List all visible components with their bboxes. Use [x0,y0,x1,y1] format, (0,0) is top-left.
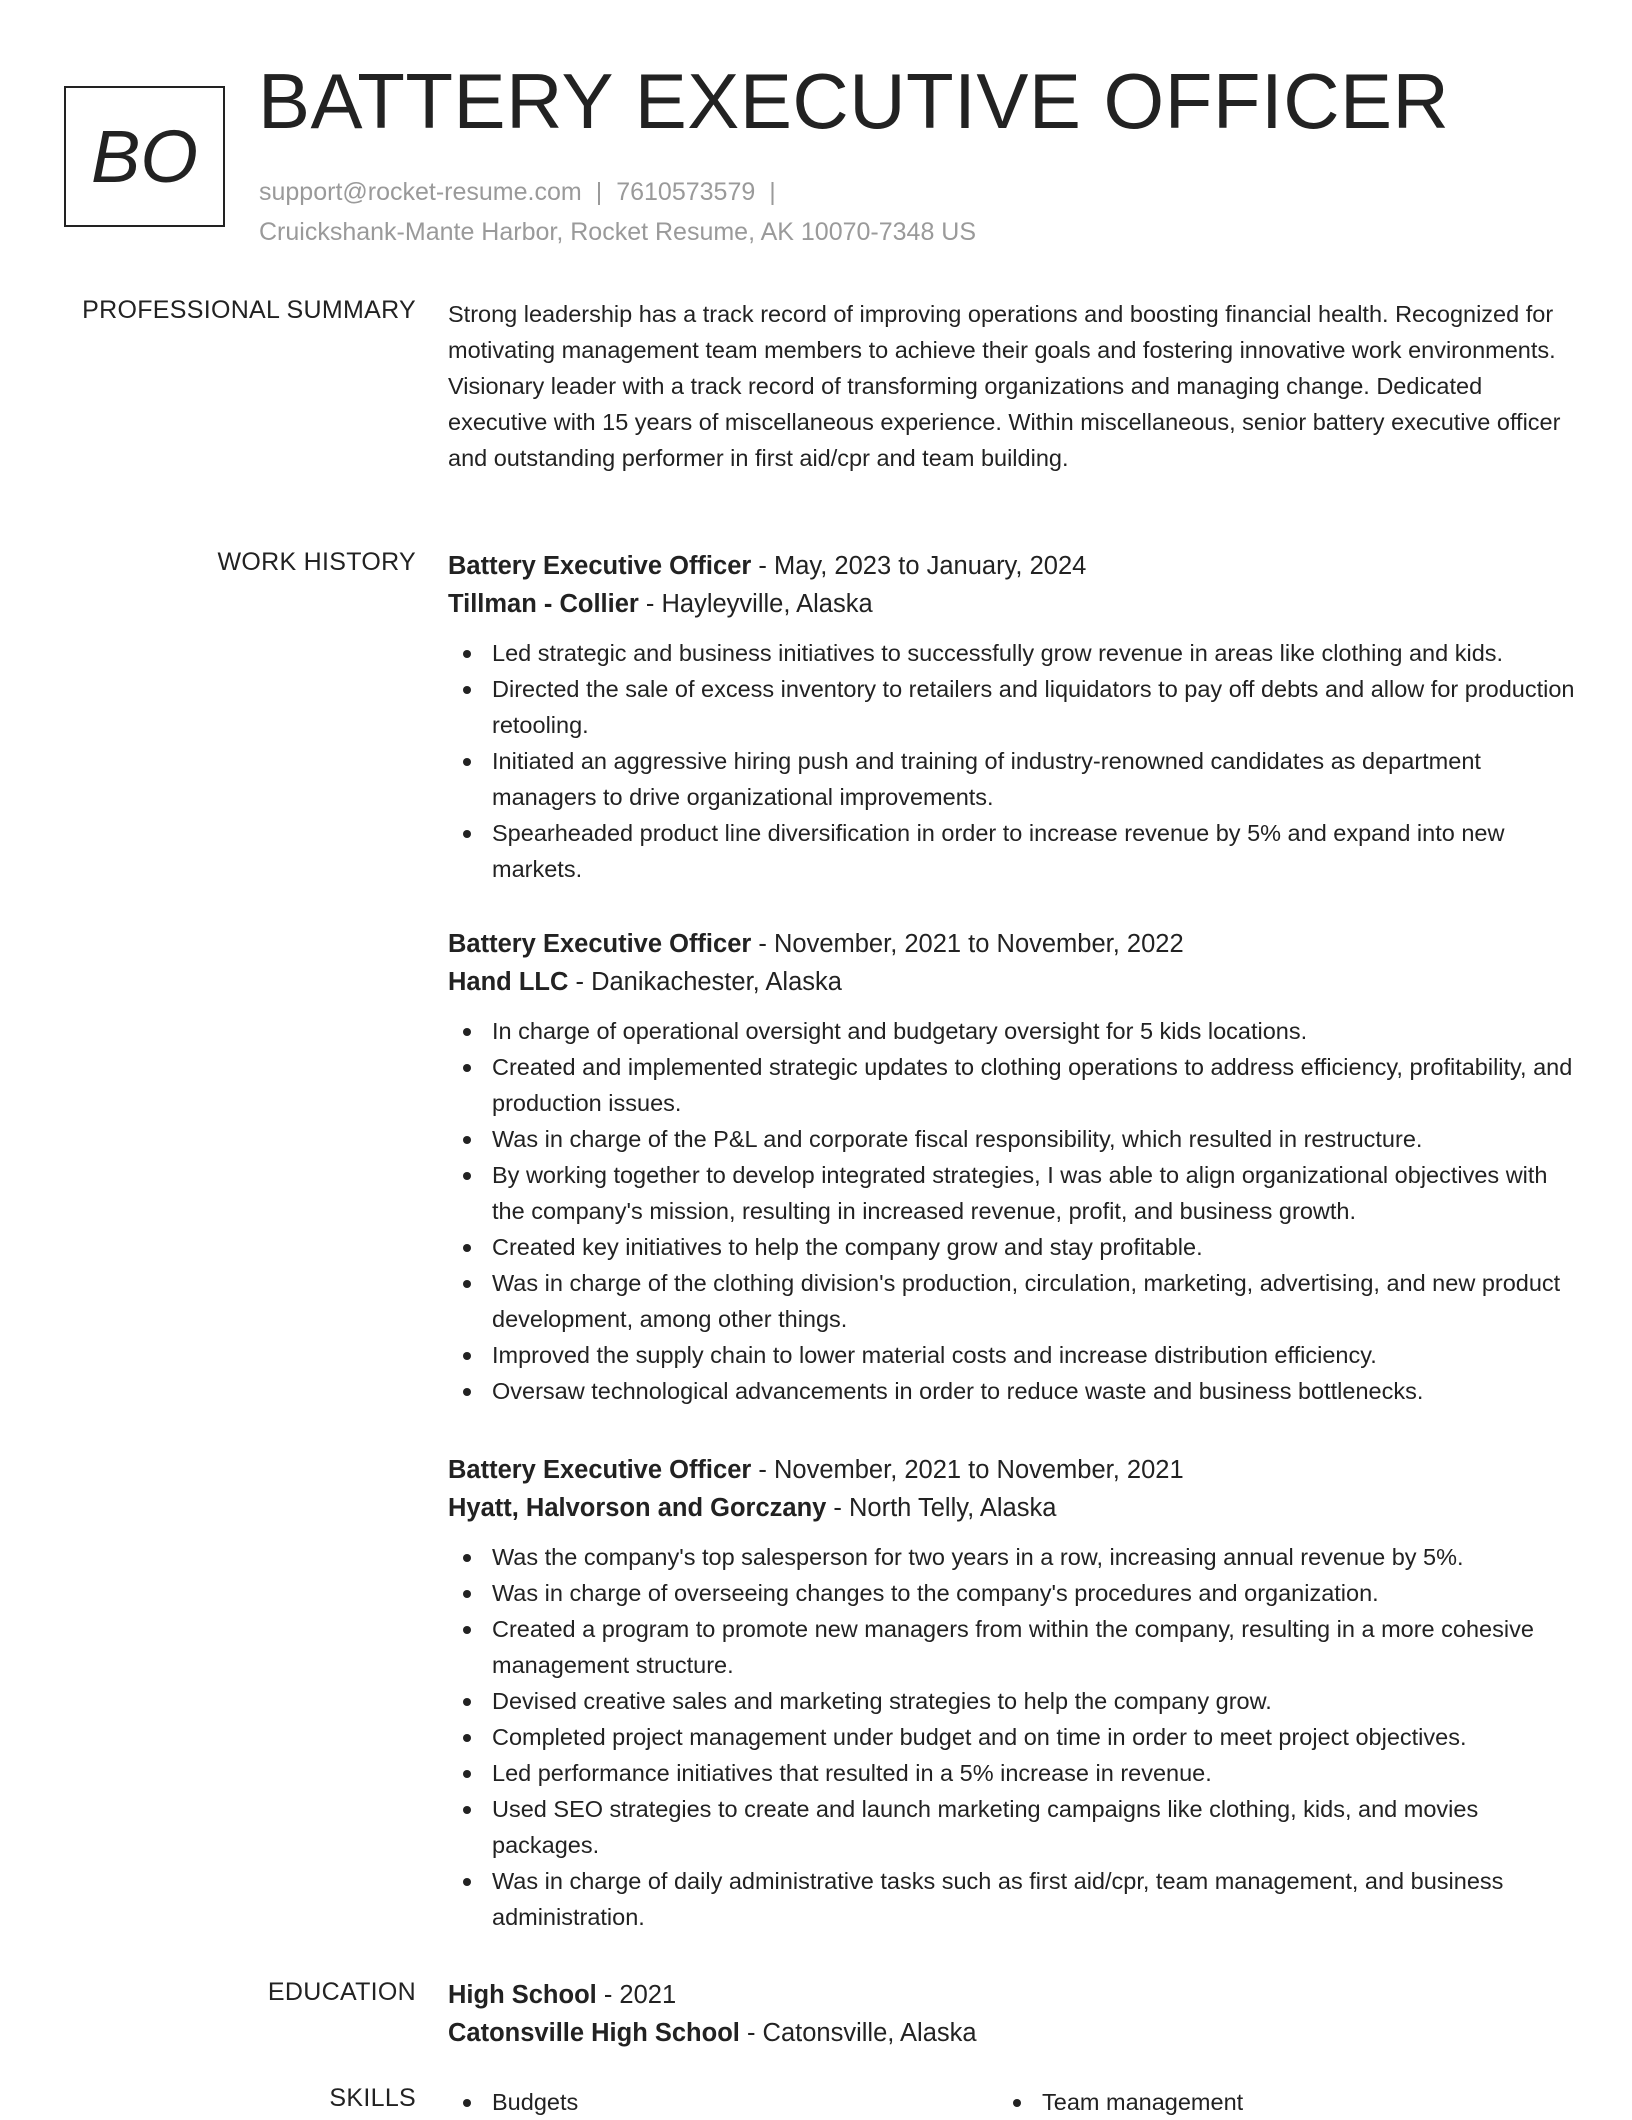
contact-line-1 [259,172,976,212]
job-title-line [448,547,1578,585]
job-bullet: Oversaw technological advancements in order to reduce waste and business bottlenecks. [492,1373,1578,1409]
summary-label: PROFESSIONAL SUMMARY [82,296,416,324]
job-title: Battery Executive Officer [448,1456,752,1484]
job-entry [448,1451,1578,1935]
job-title: Battery Executive Officer [448,930,752,958]
job-bullet: Used SEO strategies to create and launch marketing campaigns like clothing, kids, and movies packages. [492,1791,1578,1863]
phone-number: 7610573579 [616,178,756,206]
job-location: - Hayleyville, Alaska [638,590,873,618]
summary-text: Strong leadership has a track record of improving operations and boosting financial health. Recognized for motivating management team members to achieve their goals and fostering innovative work environments. Visionary leader with a track record of transforming organizations and managing change. Dedicated executive with 15 years of miscellaneous experience. Within miscellaneous, senior battery executive officer and outstanding performer in first aid/cpr and team building. [448,301,1561,471]
skill-item: Team management [1042,2084,1538,2120]
job-company: Hyatt, Halvorson and Gorczany [448,1494,827,1522]
skills-label: SKILLS [329,2084,416,2112]
email-link[interactable]: support@rocket-resume.com [259,178,582,206]
job-bullet: Created a program to promote new managers from within the company, resulting in a more cohesive management structure. [492,1611,1578,1683]
job-bullet: By working together to develop integrated strategies, I was able to align organizational objectives with the company's mission, resulting in increased revenue, profit, and business growth. [492,1157,1578,1229]
job-bullets [448,1013,1578,1409]
summary-section [448,296,1578,476]
job-bullet: Was in charge of daily administrative tasks such as first aid/cpr, team management, and business administration. [492,1863,1578,1935]
job-bullets [448,635,1578,887]
degree: High School [448,1981,597,2009]
job-bullet: Completed project management under budget and on time in order to meet project objectives. [492,1719,1578,1755]
skill-item: Budgets [492,2084,988,2120]
job-title-line [448,925,1578,963]
job-bullet: Improved the supply chain to lower material costs and increase distribution efficiency. [492,1337,1578,1373]
monogram-initials: BO [91,115,198,198]
degree-line [448,1976,1578,2014]
skills-column-right [998,2084,1538,2120]
education-label: EDUCATION [267,1978,416,2006]
school-line [448,2014,1578,2052]
job-bullet: Created key initiatives to help the company grow and stay profitable. [492,1229,1578,1265]
job-bullet: In charge of operational oversight and budgetary oversight for 5 kids locations. [492,1013,1578,1049]
skills-list [998,2084,1538,2120]
job-title: Battery Executive Officer [448,552,752,580]
contact-separator: | [769,178,776,206]
job-bullet: Was in charge of the P&L and corporate fiscal responsibility, which resulted in restructure. [492,1121,1578,1157]
contact-separator: | [595,178,603,206]
job-entry [448,925,1578,1409]
job-company: Hand LLC [448,968,569,996]
job-bullets [448,1539,1578,1935]
skills-list [448,2084,988,2120]
contact-info [259,172,976,252]
job-location: - North Telly, Alaska [826,1494,1057,1522]
job-location: - Danikachester, Alaska [568,968,842,996]
job-entry [448,547,1578,887]
job-bullet: Devised creative sales and marketing strategies to help the company grow. [492,1683,1578,1719]
work-history-label: WORK HISTORY [217,548,416,576]
job-title-line [448,1451,1578,1489]
education-entry [448,1976,1578,2052]
job-dates: - November, 2021 to November, 2022 [751,930,1184,958]
address: Cruickshank-Mante Harbor, Rocket Resume, AK 10070-7348 US [259,218,977,246]
job-company-line [448,963,1578,1001]
job-bullet: Was in charge of the clothing division's production, circulation, marketing, advertising, and new product development, among other things. [492,1265,1578,1337]
job-dates: - November, 2021 to November, 2021 [751,1456,1184,1484]
job-company-line [448,1489,1578,1527]
resume-title: BATTERY EXECUTIVE OFFICER [258,57,1450,145]
job-bullet: Was the company's top salesperson for two years in a row, increasing annual revenue by 5%. [492,1539,1578,1575]
job-company: Tillman - Collier [448,590,639,618]
job-bullet: Led performance initiatives that resulted in a 5% increase in revenue. [492,1755,1578,1791]
job-bullet: Led strategic and business initiatives to successfully grow revenue in areas like clothing and kids. [492,635,1578,671]
job-dates: - May, 2023 to January, 2024 [751,552,1087,580]
school-name: Catonsville High School [448,2019,740,2047]
job-bullet: Spearheaded product line diversification in order to increase revenue by 5% and expand into new markets. [492,815,1578,887]
job-bullet: Created and implemented strategic updates to clothing operations to address efficiency, profitability, and production issues. [492,1049,1578,1121]
job-bullet: Initiated an aggressive hiring push and training of industry-renowned candidates as department managers to drive organizational improvements. [492,743,1578,815]
school-location: - Catonsville, Alaska [739,2019,977,2047]
graduation-year: - 2021 [596,1981,677,2009]
job-bullet: Was in charge of overseeing changes to the company's procedures and organization. [492,1575,1578,1611]
job-bullet: Directed the sale of excess inventory to retailers and liquidators to pay off debts and allow for production retooling. [492,671,1578,743]
job-company-line [448,585,1578,623]
monogram-box [64,86,225,227]
skills-column-left [448,2084,988,2120]
